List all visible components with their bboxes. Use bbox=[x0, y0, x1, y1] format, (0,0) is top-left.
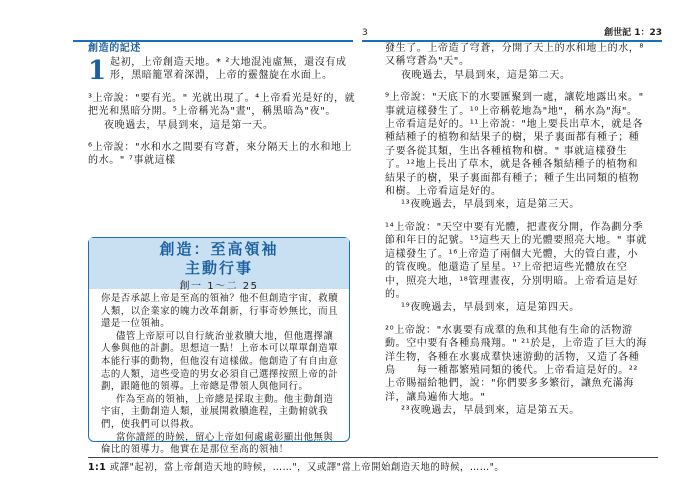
verse-paragraph-2: ³上帝說："要有光。" 光就出現了。⁴上帝看光是好的，就把光和黑暗分開。⁵上帝稱光為"晝"，稱黑暗為"夜"。 bbox=[88, 92, 356, 118]
footnote bbox=[88, 461, 662, 474]
chapter-block bbox=[88, 56, 358, 86]
verse-paragraph-5: ⁹上帝說："天底下的水要匯聚到一處，讓乾地露出來。" 事就這樣發生了。¹⁰上帝稱乾地為"地"，稱水為"海"。上帝看這是好的。¹¹上帝說："地上要長出草木，就是各種結種子的植物和結果子的樹，果子裏面都有種子；種子要各從其類，生出各種植物和樹。" 事就這樣發生了。¹²地上長出了草木，就是各種各類結種子的植物和結果子的樹，果子裏面都有種子；種子生出同類的植物和樹。上帝看這是好的。 bbox=[385, 92, 644, 198]
verse-paragraph-4: 發生了。上帝造了穹蒼，分開了天上的水和地上的水，⁸又稱穹蒼為"天"。 bbox=[385, 43, 645, 68]
sidebar-header bbox=[89, 238, 349, 292]
verse-paragraph-6b: ¹⁹夜晚過去，早晨到來，這是第四天。 bbox=[401, 302, 580, 314]
footnote-rule bbox=[88, 457, 658, 458]
verse-paragraph-7: ²⁰上帝說："水裏要有成羣的魚和其他有生命的活物游動。空中要有各種鳥飛翔。" ²¹於是，上帝造了巨大的海洋生物，各種在水裏成羣快速游動的活物，又造了各種鳥 每一種都繁殖同類的後代。上帝看這是好的。²²上帝賜福給牠們，說："你們要多多繁衍，讓魚充滿海洋，讓鳥遍佈大地。" bbox=[385, 324, 647, 403]
footnote-text: 或譯"起初，當上帝創造天地的時候，……"，又或譯"當上帝開始創造天地的時候，……"。 bbox=[109, 462, 505, 473]
sidebar-paragraph-3: 作為至高的領袖，上帝總是採取主動。他主動創造宇宙，主動創造人類，並展開救贖進程，主動俯就我們，使我們可以得救。 bbox=[101, 393, 334, 430]
sidebar-box bbox=[88, 237, 350, 456]
footnote-label: 1:1 bbox=[88, 462, 107, 473]
chapter-number: 1 bbox=[88, 56, 107, 86]
sidebar-paragraph-1: 你是否承認上帝是至高的領袖？他不但創造宇宙，救贖人類，以企業家的魄力改革創新，行事奇妙無比，而且還是一位領袖。 bbox=[101, 293, 339, 330]
sidebar-title-line2: 主動行事 bbox=[184, 259, 253, 277]
sidebar-paragraph-4: 當你讀經的時候，留心上帝如何處處彰顯出他無與倫比的領導力。他實在是那位至高的領袖！ bbox=[101, 431, 334, 456]
page-number: 3 bbox=[362, 28, 368, 38]
verse-paragraph-5b: ¹³夜晚過去，早晨到來，這是第三天。 bbox=[401, 199, 580, 211]
sidebar-title-line1: 創造：至高領袖 bbox=[159, 240, 279, 258]
verse-paragraph-3: ⁶上帝說："水和水之間要有穹蒼，來分隔天上的水和地上的水。" ⁷事就這樣 bbox=[88, 142, 353, 167]
verse-paragraph-6: ¹⁴上帝說："天空中要有光體，把晝夜分開，作為劃分季節和年日的記號。¹⁵這些天上的光體要照亮大地。" 事就這樣發生了。¹⁶上帝造了兩個大光體，大的管白晝，小的管夜晚。他還造了星星。¹⁷上帝把這些光體放在空中，照亮大地，¹⁸管理晝夜，分別明暗。上帝看這是好的。 bbox=[385, 221, 647, 300]
book-reference: 創世記 1：23 bbox=[604, 28, 662, 38]
verse-paragraph-2b: 夜晚過去，早晨到來，這是第一天。 bbox=[104, 119, 274, 131]
sidebar-reference: 創一 1～二 25 bbox=[179, 281, 259, 292]
right-column bbox=[385, 42, 647, 418]
sidebar-paragraph-2: 儘管上帝原可以自行統治並救贖大地，但他選擇讓人參與他的計劃。思想這一點！上帝本可以單單創造單本能行事的動物，但他沒有這樣做。他創造了有自由意志的人類，這些受造的男女必須自己選擇按照上帝的計劃，跟隨他的領導。上帝總是帶領人與他同行。 bbox=[101, 330, 339, 393]
verse-paragraph-1: 起初，上帝創造天地。* ²大地混沌虛無，還沒有成形，黑暗籠罩着深淵，上帝的靈盤旋在水面上。 bbox=[110, 57, 347, 82]
sidebar-body bbox=[89, 289, 349, 457]
verse-paragraph-7b: ²³夜晚過去，早晨到來，這是第五天。 bbox=[401, 405, 580, 417]
section-title: 創造的記述 bbox=[88, 43, 141, 54]
verse-paragraph-4b: 夜晚過去，早晨到來，這是第二天。 bbox=[401, 69, 571, 81]
left-column bbox=[88, 42, 358, 168]
